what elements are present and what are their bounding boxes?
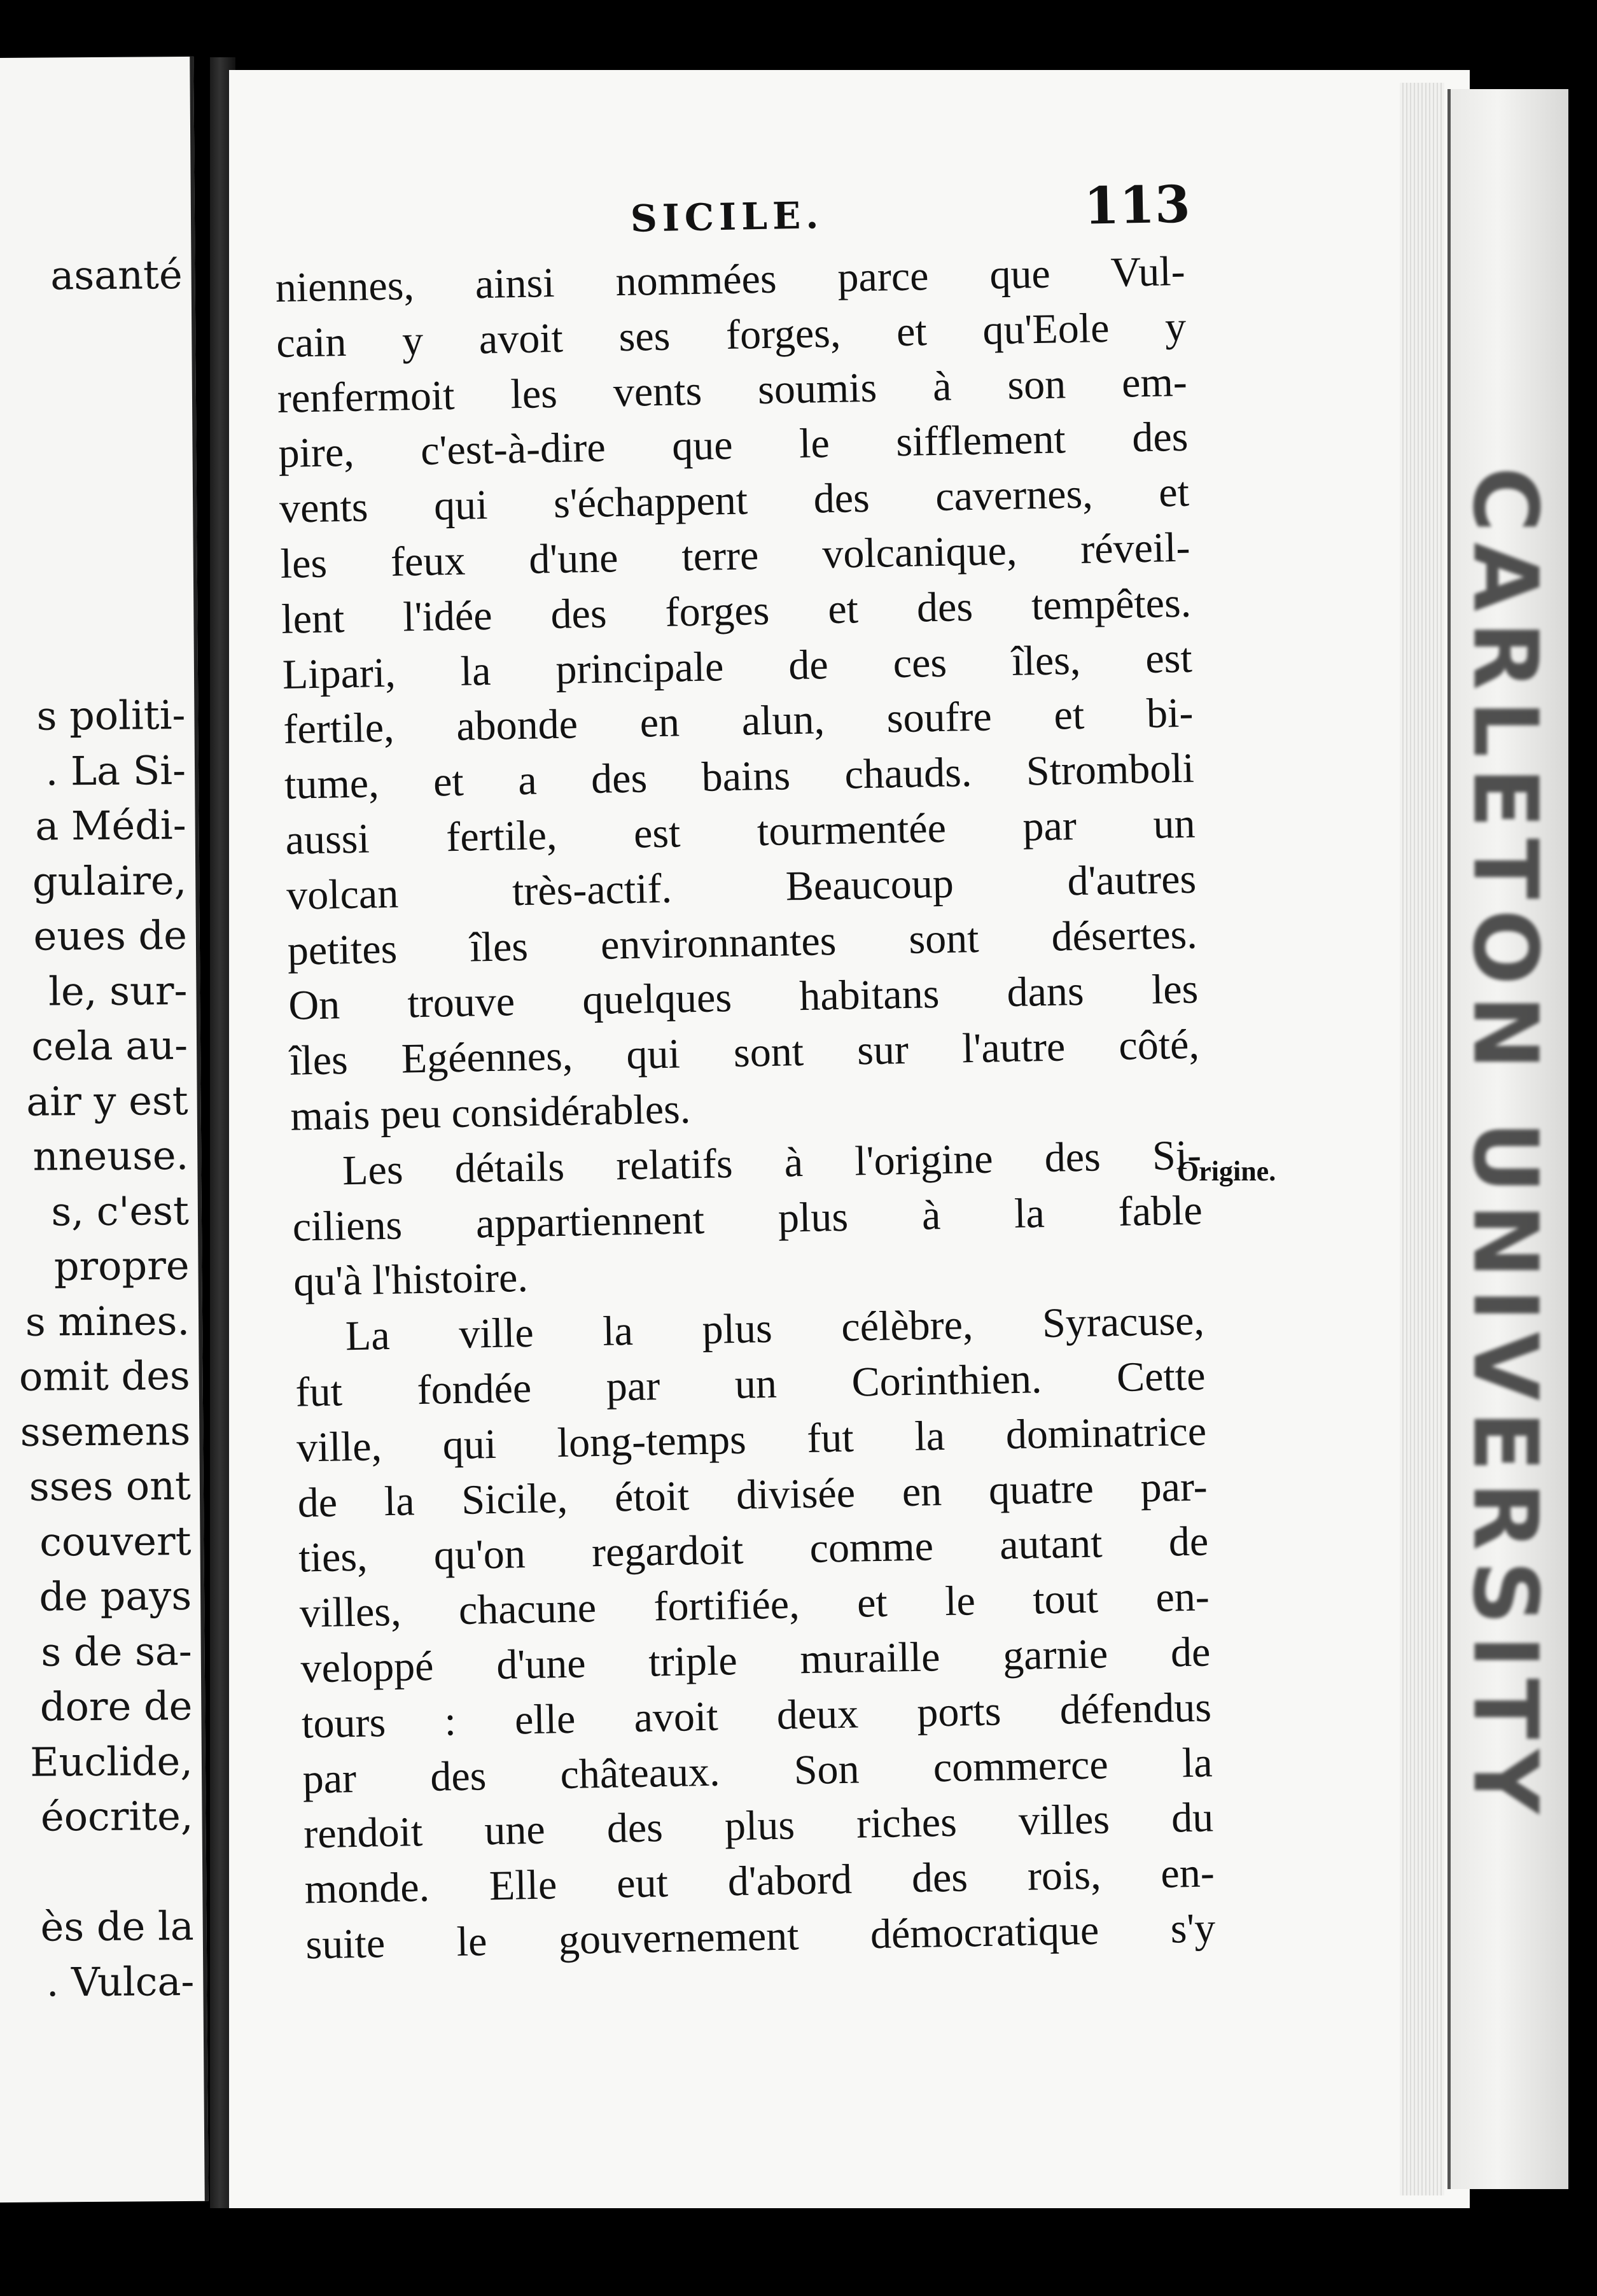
library-stamp: CARLETON UNIVERSITY	[1453, 466, 1557, 1824]
text-line: monde. Elle eut d'abord des rois, en-	[304, 1849, 1215, 1913]
text-line: petites îles environnantes sont désertes.	[287, 911, 1198, 974]
text-line: qu'à l'histoire.	[293, 1254, 529, 1306]
text-line: tours : elle avoit deux ports défendus	[301, 1684, 1212, 1747]
text-line: vents qui s'échappent des cavernes, et	[279, 468, 1190, 533]
text-line: les feux d'une terre volcanique, réveil-	[280, 524, 1191, 587]
text-line: Les détails relatifs à l'origine des Si-	[342, 1131, 1202, 1194]
left-page-line: s mines.	[25, 1297, 190, 1345]
right-page-text-block	[274, 174, 1216, 1973]
body-text	[275, 244, 1216, 1973]
text-line: par des châteaux. Son commerce la	[302, 1739, 1213, 1803]
text-line: tume, et a des bains chauds. Stromboli	[284, 745, 1195, 809]
left-page-line: eues de	[33, 911, 188, 960]
margin-note: Origine.	[1177, 1156, 1276, 1187]
text-line: renfermoit les vents soumis à son em-	[277, 358, 1188, 422]
text-line: niennes, ainsi nommées parce que Vul-	[275, 248, 1186, 311]
left-page-line: sses ont	[29, 1462, 192, 1510]
left-page-line: air y est	[26, 1077, 188, 1125]
left-page-line: . La Si-	[45, 746, 186, 795]
text-line: volcan très-actif. Beaucoup d'autres	[286, 855, 1197, 919]
text-line: ties, qu'on regardoit comme autant de	[298, 1518, 1209, 1581]
text-line: cain y avoit ses forges, et qu'Eole y	[275, 303, 1187, 367]
left-page-line	[22, 1844, 193, 1900]
left-page-text	[11, 248, 195, 2010]
text-line: rendoit une des plus riches villes du	[303, 1794, 1214, 1858]
left-page-line	[13, 522, 185, 578]
left-page-line	[12, 358, 183, 414]
page-number: 113	[1083, 174, 1191, 236]
left-page-line	[13, 468, 184, 524]
text-line: La ville la plus célèbre, Syracuse,	[345, 1297, 1205, 1360]
text-line: On trouve quelques habitans dans les	[288, 965, 1199, 1030]
text-line: ciliens appartiennent plus à la fable	[292, 1187, 1203, 1250]
text-line: suite le gouvernement démocratique s'y	[305, 1905, 1216, 1968]
text-line: fut fondée par un Corinthien. Cette	[295, 1352, 1206, 1416]
left-page-line: le, sur-	[48, 967, 188, 1014]
left-page-line: Euclide,	[30, 1737, 193, 1786]
text-line: villes, chacune fortifiée, et le tout en-	[299, 1573, 1210, 1637]
left-page-line: s politi-	[36, 691, 186, 739]
left-page-line: de pays	[39, 1572, 192, 1620]
text-line: ville, qui long-temps fut la dominatrice	[296, 1408, 1207, 1471]
left-page-line: gulaire,	[32, 857, 187, 905]
page-edge	[1400, 83, 1444, 2195]
left-page-line: asanté	[50, 251, 183, 299]
left-page-line	[13, 578, 185, 634]
left-page-line: ès de la	[40, 1902, 194, 1950]
text-line: mais peu considérables.	[289, 1086, 691, 1140]
left-page-line: . Vulca-	[46, 1957, 195, 2006]
text-line: pire, c'est-à-dire que le sifflement des	[277, 414, 1189, 477]
left-page-line	[14, 633, 185, 689]
left-page	[0, 57, 209, 2202]
text-line: îles Egéennes, qui sont sur l'autre côté,	[289, 1021, 1200, 1084]
text-line: Lipari, la principale de ces îles, est	[282, 634, 1193, 698]
left-page-line: s de sa-	[41, 1627, 192, 1676]
text-line: veloppé d'une triple muraille garnie de	[300, 1628, 1211, 1692]
left-page-line	[12, 412, 183, 468]
left-page-line: cela au-	[31, 1021, 188, 1070]
left-page-line: dore de	[39, 1682, 193, 1730]
left-page-line: s, c'est	[51, 1187, 190, 1235]
text-line: fertile, abonde en alun, soufre et bi-	[282, 690, 1194, 753]
text-line: lent l'idée des forges et des tempêtes.	[281, 579, 1192, 643]
left-page-line: propre	[53, 1242, 190, 1290]
text-line: de la Sicile, étoit divisée en quatre par-	[297, 1462, 1208, 1527]
left-page-line	[11, 302, 183, 358]
left-page-line: éocrite,	[40, 1792, 193, 1840]
running-head-title: SICILE.	[630, 193, 824, 241]
left-page-line: nneuse.	[32, 1131, 189, 1180]
left-page-line: ssemens	[20, 1407, 191, 1455]
text-line: aussi fertile, est tourmentée par un	[285, 800, 1196, 864]
left-page-line: couvert	[39, 1517, 192, 1565]
left-page-line: omit des	[18, 1352, 190, 1400]
left-page-line: a Médi-	[35, 801, 186, 850]
